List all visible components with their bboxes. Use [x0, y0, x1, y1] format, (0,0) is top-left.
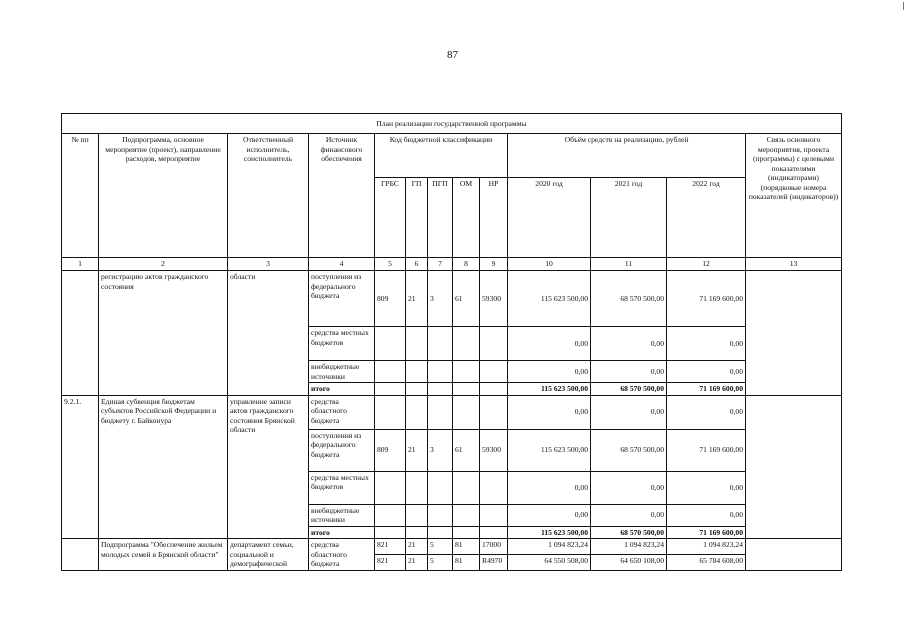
col-number-cell — [746, 258, 842, 271]
row-number: 9.2.1. — [64, 396, 82, 406]
grbs-cell — [375, 327, 406, 361]
source: итого — [311, 527, 330, 537]
nr: 59300 — [482, 293, 501, 303]
source-cell — [309, 271, 375, 327]
value-2021-cell — [591, 526, 667, 539]
source-cell — [309, 361, 375, 383]
row-number-cell — [62, 271, 99, 396]
grbs-cell — [375, 429, 406, 471]
grbs-cell — [375, 555, 406, 570]
header-executor: Ответственный исполнитель, соисполнитель — [242, 135, 294, 163]
header-grbs: ГРБС — [381, 179, 399, 188]
value-2022: 1 094 823,24 — [703, 540, 743, 549]
grbs-cell — [375, 395, 406, 429]
value-2022: 71 169 600,00 — [699, 527, 743, 537]
header-om-cell — [453, 178, 480, 258]
value-2021: 0,00 — [650, 366, 664, 376]
gp-cell — [406, 504, 428, 526]
grbs: 809 — [377, 293, 389, 303]
gp: 21 — [408, 556, 416, 566]
header-n-cell — [62, 134, 99, 258]
col-number-cell — [453, 258, 480, 271]
link-cell — [746, 539, 842, 571]
grbs: 809 — [377, 445, 389, 455]
source: средства местных бюджетов — [311, 328, 369, 347]
value-2022: 65 784 608,00 — [699, 556, 743, 566]
value-2020-cell — [508, 471, 591, 504]
value-2021-cell — [591, 555, 667, 570]
nr: 17000 — [482, 540, 501, 549]
om-cell — [453, 327, 480, 361]
nr: 59300 — [482, 445, 501, 455]
pgp: 5 — [430, 556, 434, 566]
pgp-cell — [428, 361, 453, 383]
source: поступления из федерального бюджета — [311, 272, 362, 300]
value-2020-cell — [508, 271, 591, 327]
pgp-cell — [428, 271, 453, 327]
col-number-cell — [508, 258, 591, 271]
om-cell — [453, 539, 480, 555]
nr-cell — [480, 429, 508, 471]
item-name-cell — [99, 539, 228, 571]
value-2020: 0,00 — [574, 407, 588, 417]
om: 61 — [455, 445, 463, 455]
pgp: 3 — [430, 445, 434, 455]
col-number: 10 — [545, 259, 553, 268]
header-2022: 2022 год — [692, 179, 720, 188]
item-name-cell — [99, 395, 228, 539]
value-2022-cell — [667, 271, 746, 327]
source: внебюджетные источники — [311, 505, 360, 524]
header-amount-group-cell — [508, 134, 746, 178]
grbs: 821 — [377, 540, 389, 549]
item-name: Подпрограмма "Обеспечение жильем молодых семей в Брянской области" — [101, 540, 223, 559]
om-cell — [453, 471, 480, 504]
pgp: 5 — [430, 540, 434, 549]
executor-cell — [228, 539, 309, 571]
value-2020: 115 623 500,00 — [540, 527, 588, 537]
pgp-cell — [428, 429, 453, 471]
col-number-cell — [99, 258, 228, 271]
value-2021: 1 094 823,24 — [624, 540, 664, 549]
col-number-cell — [667, 258, 746, 271]
om-cell — [453, 429, 480, 471]
value-2020: 0,00 — [574, 338, 588, 348]
nr-cell — [480, 526, 508, 539]
gp-cell — [406, 555, 428, 570]
value-2021-cell — [591, 429, 667, 471]
header-source: Источник финансового обеспечения — [320, 135, 363, 163]
om-cell — [453, 526, 480, 539]
source-cell — [309, 539, 375, 571]
col-number-cell — [591, 258, 667, 271]
executor: области — [230, 272, 256, 281]
source: средства областного бюджета — [311, 396, 347, 425]
header-grbs-cell — [375, 178, 406, 258]
grbs-cell — [375, 526, 406, 539]
value-2021-cell — [591, 271, 667, 327]
header-executor-cell — [228, 134, 309, 258]
value-2022: 0,00 — [729, 482, 743, 492]
table-title-cell — [62, 114, 842, 134]
value-2022: 71 169 600,00 — [699, 384, 743, 393]
value-2021-cell — [591, 395, 667, 429]
page-edge-mark — [903, 2, 904, 10]
value-2020: 115 623 500,00 — [540, 445, 588, 455]
om: 81 — [455, 540, 463, 549]
value-2020: 115 623 500,00 — [540, 293, 588, 303]
source: средства местных бюджетов — [311, 472, 369, 491]
executor-cell — [228, 271, 309, 396]
header-name-cell — [99, 134, 228, 258]
header-pgp-cell — [428, 178, 453, 258]
pgp-cell — [428, 395, 453, 429]
col-number-cell — [228, 258, 309, 271]
value-2021-cell — [591, 471, 667, 504]
value-2020: 0,00 — [574, 366, 588, 376]
gp: 21 — [408, 293, 416, 303]
source-cell — [309, 526, 375, 539]
col-number: 7 — [438, 259, 442, 268]
header-gp-cell — [406, 178, 428, 258]
value-2021-cell — [591, 361, 667, 383]
item-name-cell — [99, 271, 228, 396]
header-link: Связь основного мероприятия, проекта (программы) с целевыми показателями (индикаторами) (порядковые номера показателей (индикаторов)) — [748, 135, 839, 201]
col-number: 12 — [702, 259, 710, 268]
col-number: 8 — [464, 259, 468, 268]
value-2022-cell — [667, 504, 746, 526]
gp-cell — [406, 539, 428, 555]
om-cell — [453, 271, 480, 327]
value-2022: 71 169 600,00 — [699, 293, 743, 303]
page-number: 87 — [447, 49, 458, 61]
value-2020-cell — [508, 526, 591, 539]
value-2022: 0,00 — [729, 407, 743, 417]
nr-cell — [480, 383, 508, 396]
table-row — [62, 395, 842, 429]
gp-cell — [406, 383, 428, 396]
header-om: ОМ — [459, 179, 473, 188]
om-cell — [453, 361, 480, 383]
pgp-cell — [428, 504, 453, 526]
header-gp: ГП — [411, 179, 422, 188]
om-cell — [453, 555, 480, 570]
source: средства областного бюджета — [311, 540, 347, 568]
value-2022: 0,00 — [729, 338, 743, 348]
header-n: № пп — [71, 135, 89, 144]
col-number: 3 — [266, 259, 270, 268]
gp-cell — [406, 395, 428, 429]
nr-cell — [480, 471, 508, 504]
row-number-cell — [62, 539, 99, 571]
grbs-cell — [375, 471, 406, 504]
value-2022-cell — [667, 383, 746, 396]
value-2020: 1 094 823,24 — [548, 540, 588, 549]
row-number-cell — [62, 395, 99, 539]
source-cell — [309, 429, 375, 471]
source-cell — [309, 504, 375, 526]
value-2021-cell — [591, 327, 667, 361]
value-2020-cell — [508, 383, 591, 396]
col-number-cell — [480, 258, 508, 271]
pgp-cell — [428, 526, 453, 539]
pgp: 3 — [430, 293, 434, 303]
value-2022-cell — [667, 395, 746, 429]
header-link-cell — [746, 134, 842, 258]
value-2020-cell — [508, 539, 591, 555]
value-2022: 0,00 — [729, 366, 743, 376]
table-title: План реализации государственной программы — [376, 118, 527, 128]
gp-cell — [406, 471, 428, 504]
gp-cell — [406, 361, 428, 383]
gp-cell — [406, 271, 428, 327]
col-number-cell — [428, 258, 453, 271]
header-amount-group: Объём средств на реализацию, рублей — [564, 135, 689, 144]
col-number: 1 — [78, 259, 82, 268]
col-number: 2 — [161, 259, 165, 268]
item-name: Единая субвенция бюджетам субъектов Российской Федерации и бюджету г. Байконура — [101, 396, 217, 425]
om-cell — [453, 395, 480, 429]
col-number-cell — [375, 258, 406, 271]
value-2020: 115 623 500,00 — [540, 384, 588, 393]
value-2022-cell — [667, 327, 746, 361]
item-name: регистрацию актов гражданского состояния — [101, 272, 209, 291]
source-cell — [309, 395, 375, 429]
nr-cell — [480, 539, 508, 555]
source-cell — [309, 383, 375, 396]
nr-cell — [480, 327, 508, 361]
header-2020-cell — [508, 178, 591, 258]
value-2022-cell — [667, 471, 746, 504]
value-2021: 68 570 500,00 — [620, 445, 664, 455]
plan-table — [61, 113, 842, 571]
value-2020-cell — [508, 327, 591, 361]
value-2021-cell — [591, 383, 667, 396]
value-2022-cell — [667, 429, 746, 471]
link-cell — [746, 395, 842, 539]
table-row — [62, 271, 842, 327]
col-number: 13 — [789, 259, 798, 268]
header-2021: 2021 год — [614, 179, 643, 188]
header-2022-cell — [667, 178, 746, 258]
link-cell — [746, 271, 842, 396]
col-number: 4 — [339, 259, 344, 268]
header-2020: 2020 год — [535, 179, 563, 188]
source: поступления из федерального бюджета — [311, 430, 362, 459]
header-source-cell — [309, 134, 375, 258]
grbs-cell — [375, 361, 406, 383]
value-2020: 64 550 508,00 — [544, 556, 588, 566]
executor-cell — [228, 395, 309, 539]
grbs-cell — [375, 383, 406, 396]
header-name: Подпрограмма, основное мероприятие (проект), направление расходов, мероприятие — [105, 135, 221, 163]
value-2020: 0,00 — [574, 510, 588, 520]
executor: управление записи актов гражданского состояния Брянской области — [230, 396, 295, 434]
col-number: 6 — [414, 259, 419, 268]
gp: 21 — [408, 540, 416, 549]
value-2021-cell — [591, 539, 667, 555]
value-2020-cell — [508, 504, 591, 526]
value-2020: 0,00 — [574, 482, 588, 492]
value-2021: 0,00 — [650, 338, 664, 348]
header-code-group-cell — [375, 134, 508, 178]
source: итого — [311, 384, 330, 393]
gp-cell — [406, 526, 428, 539]
gp: 21 — [408, 445, 416, 455]
source-cell — [309, 471, 375, 504]
col-number: 5 — [388, 259, 392, 268]
table-body — [62, 114, 842, 571]
value-2020-cell — [508, 361, 591, 383]
gp-cell — [406, 429, 428, 471]
value-2021: 0,00 — [650, 407, 664, 417]
nr-cell — [480, 555, 508, 570]
value-2020-cell — [508, 395, 591, 429]
value-2022-cell — [667, 361, 746, 383]
executor: департамент семьи, социальной и демографической — [230, 540, 294, 568]
om-cell — [453, 504, 480, 526]
value-2021: 68 570 500,00 — [620, 293, 664, 303]
value-2022-cell — [667, 555, 746, 570]
value-2022: 0,00 — [729, 510, 743, 520]
value-2021-cell — [591, 504, 667, 526]
value-2021: 64 650 108,00 — [620, 556, 664, 566]
header-nr: НР — [488, 179, 499, 188]
nr-cell — [480, 271, 508, 327]
nr-cell — [480, 504, 508, 526]
value-2021: 0,00 — [650, 482, 664, 492]
col-number: 9 — [491, 259, 496, 268]
value-2022-cell — [667, 526, 746, 539]
om-cell — [453, 383, 480, 396]
om: 81 — [455, 556, 463, 566]
gp-cell — [406, 327, 428, 361]
source-cell — [309, 327, 375, 361]
value-2022: 71 169 600,00 — [699, 445, 743, 455]
grbs-cell — [375, 271, 406, 327]
source: внебюджетные источники — [311, 362, 360, 381]
header-2021-cell — [591, 178, 667, 258]
col-number-cell — [309, 258, 375, 271]
nr: R4970 — [482, 556, 503, 566]
nr-cell — [480, 361, 508, 383]
pgp-cell — [428, 539, 453, 555]
value-2020-cell — [508, 429, 591, 471]
grbs: 821 — [377, 556, 389, 566]
om: 61 — [455, 293, 463, 303]
value-2020-cell — [508, 555, 591, 570]
table-row — [62, 539, 842, 555]
header-pgp: ПГП — [432, 179, 448, 188]
pgp-cell — [428, 471, 453, 504]
grbs-cell — [375, 504, 406, 526]
value-2022-cell — [667, 539, 746, 555]
header-code-group: Код бюджетной классификации — [389, 135, 493, 144]
pgp-cell — [428, 383, 453, 396]
header-nr-cell — [480, 178, 508, 258]
col-number-cell — [62, 258, 99, 271]
col-number: 11 — [624, 259, 633, 268]
value-2021: 0,00 — [650, 510, 664, 520]
pgp-cell — [428, 327, 453, 361]
grbs-cell — [375, 539, 406, 555]
nr-cell — [480, 395, 508, 429]
col-number-cell — [406, 258, 428, 271]
value-2021: 68 570 500,00 — [620, 527, 664, 537]
column-number-row — [62, 258, 842, 271]
value-2021: 68 570 500,00 — [620, 384, 664, 393]
pgp-cell — [428, 555, 453, 570]
